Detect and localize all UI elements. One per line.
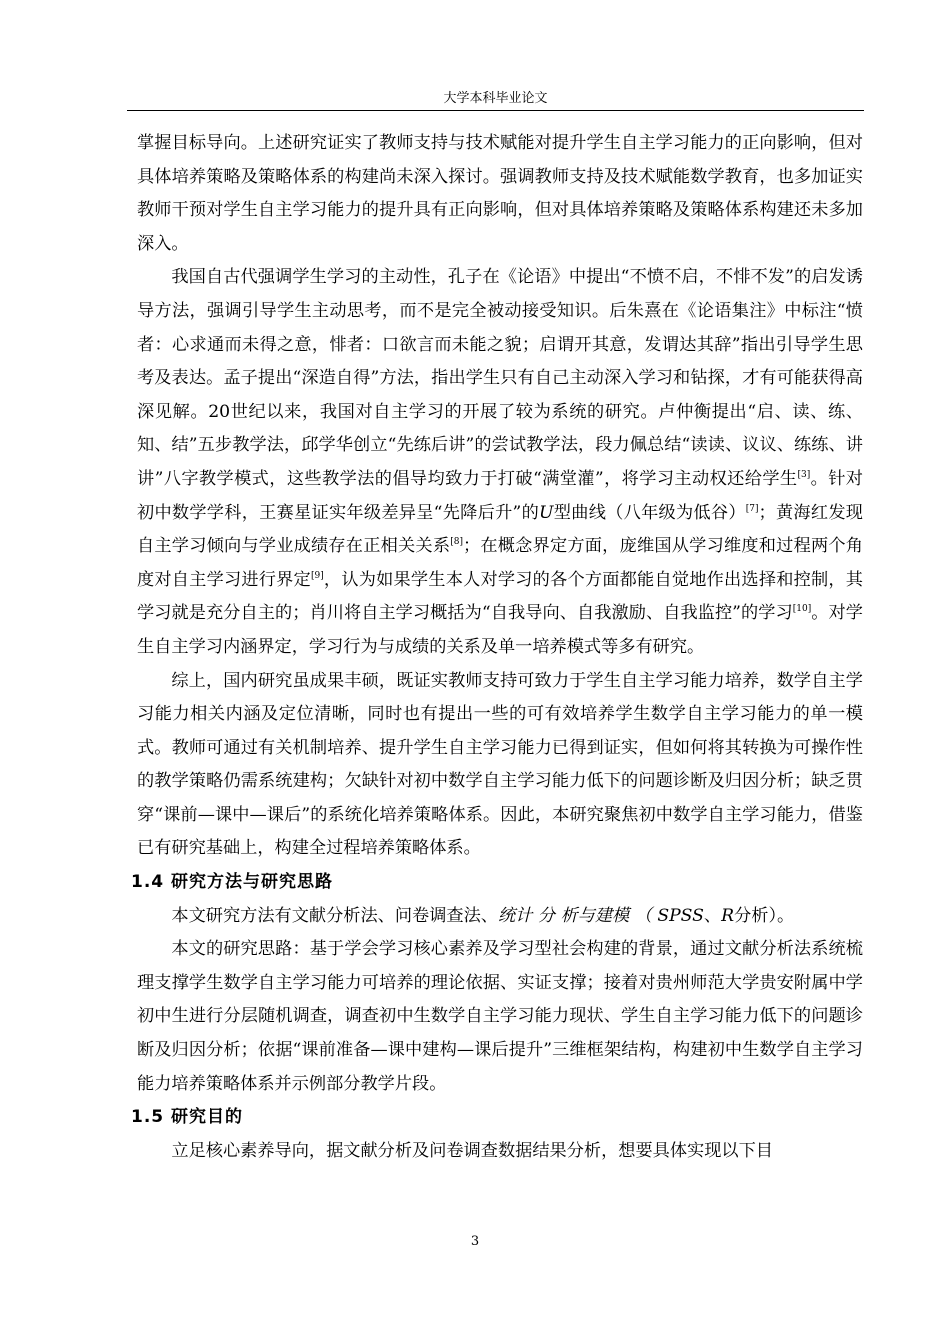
italic-run: 统计 分 析与建模 （ SPSS bbox=[497, 905, 704, 926]
citation-ref: [3] bbox=[797, 469, 811, 480]
italic-run: R bbox=[721, 905, 735, 926]
text-run: 。对学生自主学习内涵界定，学习行为与成绩的关系及单一培养模式等多有研究。 bbox=[137, 603, 863, 657]
paragraph-continued: 掌握目标导向。上述研究证实了教师支持与技术赋能对提升学生自主学习能力的正向影响，但对具体培养策略及策略体系的构建尚未深入探讨。强调教师支持及技术赋能数学教育，也多加证实教师干预对学生自主学习能力的提升具有正向影响，但对具体培养策略及策略体系构建还未多加深入。 bbox=[137, 133, 863, 254]
italic-symbol: U bbox=[539, 502, 554, 523]
text-run: ；黄海红发现自主学习倾向与学业成绩存在正相关关系 bbox=[137, 502, 863, 557]
paragraph-methods bbox=[137, 900, 863, 934]
page-number: 3 bbox=[470, 1234, 480, 1249]
main-body bbox=[131, 127, 863, 1168]
text-run: 本文研究方法有文献分析法、问卷调查法、 bbox=[171, 905, 498, 926]
paragraph-purpose: 立足核心素养导向，据文献分析及问卷调查数据结果分析，想要具体实现以下目 bbox=[171, 1140, 773, 1161]
citation-ref: [8] bbox=[450, 537, 463, 548]
text-run: ；在概念界定方面，庞维国从学习维度和过程两个角度对自主学习进行界定 bbox=[137, 536, 863, 590]
text-run: 型曲线（八年级为低谷） bbox=[553, 502, 746, 523]
citation-ref: [10] bbox=[792, 604, 812, 615]
citation-ref: [9] bbox=[310, 570, 324, 581]
section-heading-1-5: 1.5 研究目的 bbox=[131, 1107, 244, 1128]
paragraph-summary: 综上，国内研究虽成果丰硕，既证实教师支持可致力于学生自主学习能力培养，数学自主学习能力相关内涵及定位清晰，同时也有提出一些的可有效培养学生数学自主学习能力的单一模式。教师可通过有关机制培养、提升学生自主学习能力已得到证实，但如何将其转换为可操作性的教学策略仍需系统建构；欠缺针对初中数学自主学习能力低下的问题诊断及归因分析；缺乏贯穿“课前—课中—课后”的系统化培养策略体系。因此，本研究聚焦初中数学自主学习能力，借鉴已有研究基础上，构建全过程培养策略体系。 bbox=[137, 670, 863, 859]
text-run: ，认为如果学生本人对学习的各个方面都能自觉地作出选择和控制，其学习就是充分自主的；肖川将自主学习概括为“自我导向、自我激励、自我监控”的学习 bbox=[137, 569, 863, 624]
text-run: 、 bbox=[703, 905, 722, 926]
text-run: 。针对初中数学学科，王赛星证实年级差异呈“先降后升”的 bbox=[137, 468, 863, 523]
paragraph-approach: 本文的研究思路：基于学会学习核心素养及学习型社会构建的背景，通过文献分析法系统梳理支撑学生数学自主学习能力可培养的理论依据、实证支撑；接着对贵州师范大学贵安附属中学初中生进行分层随机调查，调查初中生数学自主学习能力现状、学生自主学习能力低下的问题诊断及归因分析；依据“课前准备—课中建构—课后提升”三维框架结构，构建初中生数学自主学习能力培养策略体系并示例部分教学片段。 bbox=[137, 939, 863, 1094]
text-run: 分析）。 bbox=[734, 905, 795, 926]
citation-ref: [7] bbox=[745, 503, 759, 514]
paragraph-domestic-research bbox=[137, 261, 863, 664]
running-header: 大学本科毕业论文 bbox=[443, 91, 548, 106]
header-rule bbox=[127, 110, 864, 111]
text-run: 我国自古代强调学生学习的主动性，孔子在《论语》中提出“不愤不启，不悱不发”的启发诱导方法，强调引导学生主动思考，而不是完全被动接受知识。后朱熹在《论语集注》中标注“愤者：心求通而未得之意，悱者：口欲言而未能之貌；启谓开其意，发谓达其辞”指出引导学生思考及表达。孟子提出“深造自得”方法，指出学生只有自己主动深入学习和钻探，才有可能获得高深见解。20世纪以来，我国对自主学习的开展了较为系统的研究。卢仲衡提出“启、读、练、知、结”五步教学法，邱学华创立“先练后讲”的尝试教学法，段力佩总结“读读、议议、练练、讲讲”八字教学模式，这些教学法的倡导均致力于打破“满堂灌”，将学习主动权还给学生 bbox=[137, 267, 863, 489]
section-heading-1-4: 1.4 研究方法与研究思路 bbox=[131, 872, 334, 893]
